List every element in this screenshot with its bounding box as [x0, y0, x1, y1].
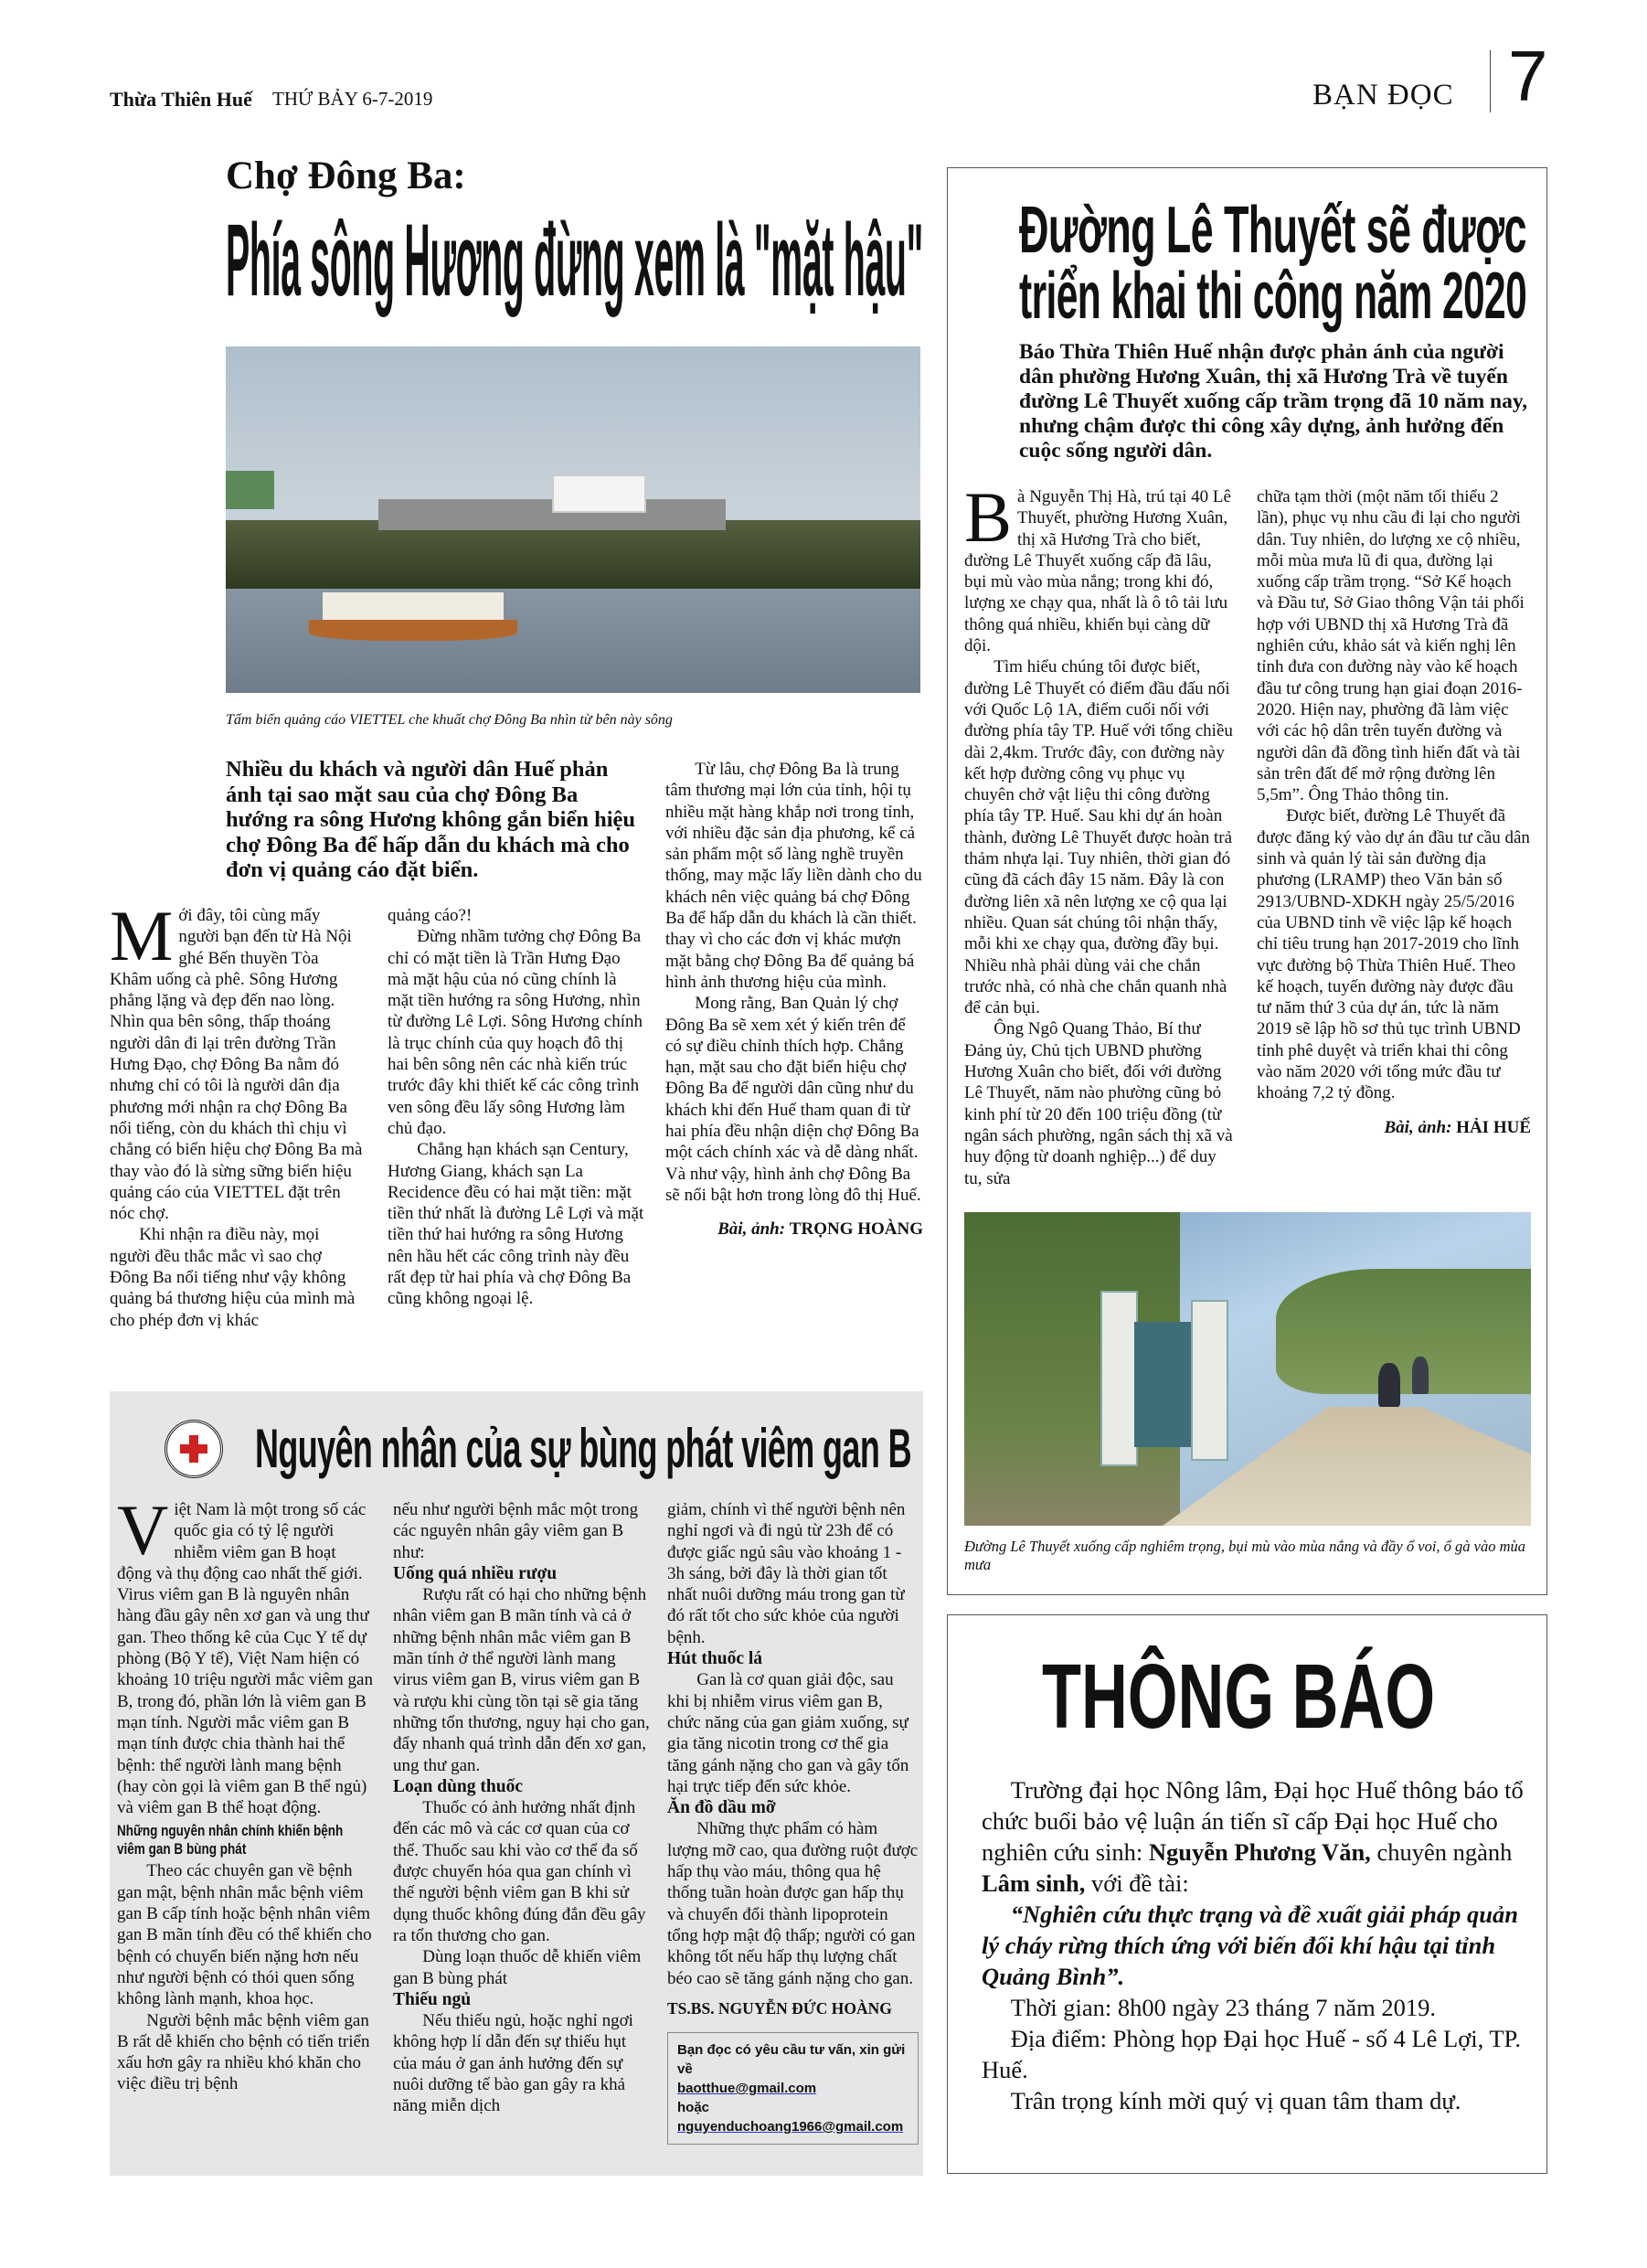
- notice-text: Thời gian: 8h00 ngày 23 tháng 7 năm 2019.: [1010, 1994, 1436, 2021]
- photo-le-thuyet-road: [964, 1212, 1531, 1526]
- article-sapo: Báo Thừa Thiên Huế nhận được phản ánh của người dân phường Hương Xuân, thị xã Hương Trà về tuyến đường Lê Thuyết xuống cấp trầm trọng đã 10 năm nay, nhưng chậm được thi công xây dựng, ảnh hưởng đến cuộc sống người dân.: [1019, 340, 1528, 463]
- paragraph: Người bệnh mắc bệnh viêm gan B rất dễ khiến cho bệnh có tiến triển xấu hơn gây ra nhiều khó khăn cho việc điều trị bệnh: [117, 2010, 370, 2094]
- contact-text: Bạn đọc có yêu cầu tư vấn, xin gửi về: [677, 2042, 906, 2078]
- issue-date: THỨ BẢY 6-7-2019: [272, 88, 433, 110]
- notice-paragraph: [982, 2023, 1530, 2085]
- paragraph: Từ lâu, chợ Đông Ba là trung tâm thương mại lớn của tỉnh, hội tụ nhiều mặt hàng khắp nơi trong tỉnh, với nhiều đặc sản địa phương, kể cả sản phẩm một số làng nghề truyền thống, may mặc lấy liền dành cho du khách nên việc quảng bá chợ Đông Ba để hấp dẫn du khách là cần thiết. thay vì cho các đơn vị khác mượn mặt bằng chợ Đông Ba để quảng bá hình ảnh thương hiệu của mình.: [665, 760, 922, 992]
- health-column-1: [117, 1490, 373, 2095]
- notice-text: Địa điểm: Phòng họp Đại học Huế - số 4 Lê Lợi, TP. Huế.: [982, 2025, 1521, 2083]
- article-column-2: [388, 905, 645, 1310]
- paragraph: Ông Ngô Quang Thảo, Bí thư Đảng ủy, Chủ tịch UBND phường Hương Xuân cho biết, đối với đường Lê Thuyết, năm nào phường cũng bỏ kinh phí từ 20 đến 100 triệu đồng (từ ngân sách phường, ngân sách thị xã và huy động từ doanh nghiệp...) để duy tu, sửa: [964, 1019, 1233, 1188]
- emphasis-text: “Nghiên cứu thực trạng và đề xuất giải pháp quản lý cháy rừng thích ứng với biến đổi khí hậu tại tỉnh Quảng Bình”.: [982, 1901, 1519, 1990]
- paragraph: giảm, chính vì thế người bệnh nên nghỉ ngơi và đi ngủ từ 23h để có được giấc ngủ sâu vào khoảng 1 - 3h sáng, bởi đây là thời gian tốt nhất nuôi dưỡng máu trong gan từ đó rất tốt cho sức khỏe của người bệnh.: [667, 1500, 906, 1647]
- notice-text: Trân trọng kính mời quý vị quan tâm tham dự.: [1010, 2087, 1461, 2114]
- article-column-1: [110, 896, 364, 1331]
- byline-author: HẢI HUẾ: [1456, 1117, 1531, 1137]
- health-column-2: [393, 1499, 651, 2117]
- paragraph: Mong rằng, Ban Quản lý chợ Đông Ba sẽ xem xét ý kiến trên để có sự điều chỉnh thích hợp. Chẳng hạn, mặt sau cho đặt biển hiệu chợ Đông Ba để người dân cũng như du khách khi đến Huế tham quan đi từ hai phía đều nhận diện chợ Đông Ba một cách chính xác và dễ dàng nhất. Và như vậy, hình ảnh chợ Đông Ba sẽ nổi bật hơn trong lòng đô thị Huế.: [665, 994, 921, 1205]
- paragraph: Dùng loạn thuốc dễ khiến viêm gan B bùng phát: [393, 1947, 642, 1988]
- paragraph: Chẳng hạn khách sạn Century, Hương Giang, khách sạn La Recidence đều có hai mặt tiền: mặt tiền thứ nhất là đường Lê Lợi và mặt tiền thứ hai hướng ra sông Hương nên hầu hết các công trình này đều rất đẹp từ hai phía và chợ Đông Ba cũng không ngoại lệ.: [388, 1140, 644, 1309]
- notice-title: THÔNG BÁO: [1042, 1645, 1436, 1748]
- paragraph: Theo các chuyên gan về bệnh gan mật, bệnh nhân mắc bệnh viêm gan B cấp tính hoặc bệnh nhân viêm gan B mãn tính đều có thể khiến cho bệnh có chuyển biến nặng hơn nếu như người bệnh có thói quen sống không lành mạnh, khoa học.: [117, 1861, 372, 2009]
- health-column-3: [667, 1499, 919, 2145]
- subheading: Thiếu ngủ: [393, 1989, 472, 2009]
- subheading: Loạn dùng thuốc: [393, 1776, 523, 1796]
- contact-email-link[interactable]: baotthue@gmail.com: [677, 2081, 817, 2097]
- header-divider: [1490, 50, 1491, 112]
- contact-box: [667, 2032, 919, 2145]
- article-column-1: [964, 477, 1237, 1189]
- notice-text: với đề tài:: [1085, 1869, 1189, 1897]
- subheading: Ăn đồ dầu mỡ: [667, 1798, 776, 1818]
- photo-caption: Tấm biển quảng cáo VIETTEL che khuất chợ Đông Ba nhìn từ bên này sông: [226, 712, 673, 728]
- section-title: BẠN ĐỌC: [1312, 79, 1454, 112]
- health-column-3-text: [667, 1499, 919, 1989]
- article-sapo: Nhiều du khách và người dân Huế phản ánh tại sao mặt sau của chợ Đông Ba hướng ra sông Hương không gắn biển hiệu chợ Đông Ba để hấp dẫn du khách mà cho đơn vị quảng cáo đặt biển.: [226, 757, 635, 882]
- section-heading: Những nguyên nhân chính khiến bệnh viêm gan B bùng phát: [117, 1823, 344, 1858]
- contact-or: hoặc: [677, 2100, 710, 2116]
- article-column-3-text: [665, 759, 923, 1206]
- paragraph: Khi nhận ra điều này, mọi người đều thắc mắc vì sao chợ Đông Ba nổi tiếng như vậy không quảng bá thương hiệu của mình mà cho phép đơn vị khác: [110, 1225, 356, 1330]
- subheading: Hút thuốc lá: [667, 1649, 763, 1669]
- notice-paragraph: [982, 2085, 1530, 2116]
- byline-author: TRỌNG HOÀNG: [789, 1219, 923, 1240]
- article-headline: Phía sông Hương đừng xem là "mặt hậu": [226, 203, 923, 317]
- emphasis-text: Nguyễn Phương Văn,: [1148, 1838, 1371, 1866]
- paragraph: quảng cáo?!: [388, 906, 473, 925]
- paragraph-text: à Nguyễn Thị Hà, trú tại 40 Lê Thuyết, phường Hương Xuân, thị xã Hương Trà cho biết, đường Lê Thuyết xuống cấp đã lâu, bụi mù vào mùa nắng; trong khi đó, lượng xe chạy qua, nhất là ô tô tải lưu thông quá nhiều, khiến bụi càng dữ dội.: [964, 487, 1231, 656]
- drop-cap: V: [117, 1490, 169, 1570]
- byline: [1257, 1117, 1531, 1138]
- paragraph: Được biết, đường Lê Thuyết đã được đăng ký vào dự án đầu tư cầu dân sinh và quản lý tài sản đường địa phương (LRAMP) theo Văn bản số 2913/UBND-XDKH ngày 25/5/2016 của UBND tỉnh về việc lập kế hoạch chỉ tiêu trung hạn 2017-2019 cho lĩnh vực đường bộ Thừa Thiên Huế. Theo kế hoạch, tuyến đường này được đầu tư năm thứ 3 của dự án, tức là năm 2019 sẽ lập hồ sơ thủ tục trình UBND tỉnh phê duyệt và triển khai thi công vào năm 2020 với tổng mức đầu tư khoảng 7,2 tỷ đồng.: [1257, 806, 1530, 1103]
- newspaper-name: Thừa Thiên Huế: [110, 88, 252, 111]
- article-headline-line-2: triển khai thi công năm 2020: [1019, 260, 1527, 333]
- contact-email-link-2[interactable]: nguyenduchoang1966@gmail.com: [677, 2119, 904, 2135]
- paragraph: Những thực phẩm có hàm lượng mỡ cao, qua đường ruột được hấp thụ vào máu, thông qua hệ thống tuần hoàn được gan hấp thụ và chuyển đổi thành lipoprotein tổng hợp mật độ thấp; người có gan không tốt nếu hấp thụ lượng chất béo cao sẽ tăng gánh nặng cho gan.: [667, 1819, 919, 1988]
- notice-text: Trường đại học Nông lâm, Đại học Huế thông báo tổ chức buổi bảo vệ luận án tiến sĩ cấp Đại học Huế cho nghiên cứu sinh:: [982, 1776, 1524, 1866]
- lead-paragraph: [964, 477, 1237, 656]
- notice-paragraph: [982, 1899, 1530, 1992]
- health-column-logo-icon: [165, 1420, 223, 1478]
- notice-text: chuyên ngành: [1370, 1838, 1513, 1866]
- paragraph: Nếu thiếu ngủ, hoặc nghỉ ngơi không hợp lí dẫn đến sự thiếu hụt của máu ở gan ảnh hưởng đến sự nuôi dưỡng tế bào gan gây ra khả năng miễn dịch: [393, 2011, 633, 2116]
- photo-caption: Đường Lê Thuyết xuống cấp nghiêm trọng, bụi mù vào mùa nắng và đầy ổ voi, ổ gà vào mùa mưa: [964, 1538, 1526, 1573]
- article-column-3: [665, 759, 923, 1240]
- article-column-2: [1257, 486, 1531, 1138]
- notice-paragraph: [982, 1774, 1530, 1899]
- emphasis-text: Lâm sinh,: [982, 1869, 1086, 1897]
- paragraph: chữa tạm thời (một năm tối thiểu 2 lần), phục vụ nhu cầu đi lại cho người dân. Tuy nhiên, do lượng xe cộ nhiều, mỗi mùa mưa lũ đi qua, đường lại xuống cấp trầm trọng. “Sở Kế hoạch và Đầu tư, Sở Giao thông Vận tải phối hợp với UBND thị xã Hương Trà đã nghiên cứu, khảo sát và kiến nghị lên tỉnh đưa con đường này vào kế hoạch đầu tư công trung hạn giai đoạn 2016-2020. Hiện nay, phường đã làm việc với các hộ dân trên tuyến đường và người dân đã đồng tình hiến đất và tài sản trên đất để mở rộng đường lên 5,5m”. Ông Thảo thông tin.: [1257, 487, 1525, 805]
- paragraph: Tìm hiểu chúng tôi được biết, đường Lê Thuyết có điểm đầu đấu nối với Quốc Lộ 1A, điểm cuối nối với đường phía tây TP. Huế với tổng chiều dài 2,4km. Trước đây, con đường này kết hợp đường công vụ phục vụ chuyên chở vật liệu thi công đường phía tây TP. Huế. Sau khi dự án hoàn thành, đường Lê Thuyết được hoàn trả thảm nhựa lại. Tuy nhiên, thời gian đó cũng đã cách đây 15 năm. Đây là con đường liên xã nên lượng xe cộ qua lại nhiều. Quan sát chúng tôi nhận thấy, mỗi khi xe chạy qua, đường đầy bụi. Nhiều nhà phải dùng vải che chắn trước nhà, có nhà che chắn quanh nhà để cản bụi.: [964, 657, 1233, 1018]
- article-kicker: Chợ Đông Ba:: [226, 154, 466, 197]
- paragraph-text: iệt Nam là một trong số các quốc gia có tỷ lệ người nhiễm viêm gan B hoạt động và thụ động cao nhất thế giới. Virus viêm gan B là nguyên nhân hàng đầu gây nên xơ gan và ung thư gan. Theo thống kê của Cục Y tế dự phòng (Bộ Y tế), Việt Nam hiện có khoảng 10 triệu người mắc viêm gan B, trong đó, phần lớn là viêm gan B mạn tính. Người mắc viêm gan B mạn tính được chia thành hai thể bệnh: thể người lành mang bệnh (hay còn gọi là viêm gan B thể ngủ) và viêm gan B thể hoạt động.: [117, 1500, 373, 1818]
- paragraph: nếu như người bệnh mắc một trong các nguyên nhân gây viêm gan B như:: [393, 1500, 639, 1562]
- drop-cap: M: [110, 896, 174, 975]
- notice-body: [982, 1774, 1530, 2116]
- paragraph-text: ới đây, tôi cùng mấy người bạn đến từ Hà Nội ghé Bến thuyền Tòa Khâm uống cà phê. Sông Hương phẳng lặng và đẹp đến nao lòng. Nhìn qua bên sông, thấp thoáng người dân đi lại trên đường Trần Hưng Đạo, chợ Đông Ba nằm đó nhưng chỉ có tôi là người dân địa phương mới nhận ra chợ Đông Ba nổi tiếng, còn du khách thì chịu vì chẳng có biển hiệu chợ Đông Ba mà thay vào đó là sừng sững biển hiệu quảng cáo của VIETTEL đặt trên nóc chợ.: [110, 906, 363, 1224]
- article-headline-line-1: Đường Lê Thuyết sẽ được: [1019, 194, 1526, 267]
- lead-paragraph: [117, 1490, 373, 1818]
- paragraph: Đừng nhầm tưởng chợ Đông Ba chỉ có mặt tiền là Trần Hưng Đạo mà mặt hậu của nó cũng chính là mặt tiền hướng ra sông Hương, nhìn từ đường Lê Lợi. Sông Hương chính là trục chính của quy hoạch đô thị hai bên sông nên các nhà kiến trúc trước đây khi thiết kế các công trình ven sông đều lấy sông Hương làm chủ đạo.: [388, 927, 643, 1138]
- subheading: Uống quá nhiều rượu: [393, 1563, 558, 1583]
- author: TS.BS. NGUYỄN ĐỨC HOÀNG: [667, 1998, 892, 2018]
- paragraph: Gan là cơ quan giải độc, sau khi bị nhiễm virus viêm gan B, chức năng của gan giảm xuống, sự gia tăng nicotin trong cơ thể gia tăng gánh nặng cho gan và gây tổn hại trực tiếp đến sức khỏe.: [667, 1670, 909, 1796]
- paragraph: Thuốc có ảnh hưởng nhất định đến các mô và các cơ quan của cơ thể. Thuốc sau khi vào cơ thể đa số được chuyển hóa qua gan chính vì thế người bệnh viêm gan B khi sử dụng thuốc không đúng đắn đều gây ra tổn thương cho gan.: [393, 1798, 646, 1945]
- page-number: 7: [1508, 36, 1548, 116]
- article-column-2-text: [1257, 486, 1531, 1104]
- byline-label: Bài, ảnh:: [717, 1219, 786, 1240]
- lead-paragraph: [110, 896, 364, 1224]
- health-article-headline: Nguyên nhân của sự bùng phát viêm gan B: [255, 1418, 911, 1479]
- photo-dong-ba-market: [226, 346, 920, 693]
- byline: [665, 1219, 923, 1240]
- byline-label: Bài, ảnh:: [1384, 1117, 1452, 1137]
- notice-paragraph: [982, 1992, 1530, 2023]
- drop-cap: B: [964, 477, 1013, 557]
- paragraph: Rượu rất có hại cho những bệnh nhân viêm gan B mãn tính và cả ở những bệnh nhân mắc viêm gan B mãn tính ở thể người lành mang virus viêm gan B, virus viêm gan B và rượu khi cùng tồn tại sẽ gia tăng những tổn thương, nguy hại cho gan, đẩy nhanh quá trình dẫn đến xơ gan, ung thư gan.: [393, 1585, 650, 1775]
